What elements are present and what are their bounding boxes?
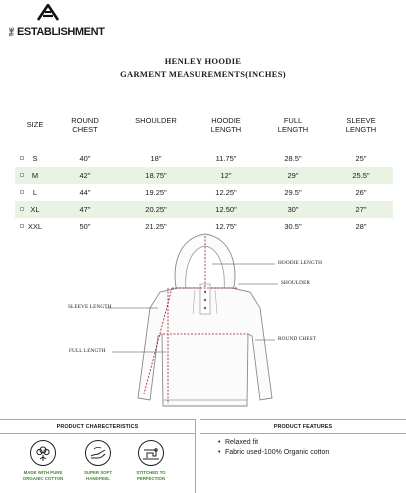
label-round-chest: ROUND CHEST bbox=[278, 336, 317, 342]
table-row bbox=[15, 184, 393, 201]
cell-sleeve: 28" bbox=[355, 222, 367, 231]
sewing-machine-icon bbox=[138, 440, 164, 466]
product-info bbox=[0, 419, 406, 493]
cell-full: 29.5" bbox=[284, 188, 302, 197]
cell-full: 29" bbox=[287, 171, 299, 180]
cell-shoulder: 18" bbox=[150, 154, 162, 163]
cell-shoulder: 21.25" bbox=[145, 222, 167, 231]
table-row bbox=[15, 201, 393, 218]
cell-sleeve: 26" bbox=[355, 188, 367, 197]
cell-full: 30.5" bbox=[284, 222, 302, 231]
cell-size: S bbox=[32, 154, 38, 163]
cell-length: 12.50" bbox=[215, 205, 237, 214]
product-title: HENLEY HOODIE bbox=[164, 56, 242, 66]
brand-wordmark bbox=[10, 26, 104, 38]
cell-size: M bbox=[31, 171, 39, 180]
label-hoodie-length: HOODIE LENGTH bbox=[278, 260, 323, 266]
hoodie-illustration bbox=[0, 228, 406, 418]
cell-chest: 42" bbox=[79, 171, 91, 180]
cell-shoulder: 20.25" bbox=[145, 205, 167, 214]
characteristics-panel bbox=[0, 419, 196, 493]
table-body bbox=[15, 150, 393, 235]
cell-chest: 44" bbox=[79, 188, 91, 197]
header-size: SIZE bbox=[26, 120, 44, 129]
header-shoulder: SHOULDER bbox=[135, 116, 177, 125]
cell-shoulder: 19.25" bbox=[145, 188, 167, 197]
table-row bbox=[15, 150, 393, 167]
header-hoodie-length: HOODIE LENGTH bbox=[210, 116, 242, 134]
label-sleeve-length: SLEEVE LENGTH bbox=[68, 304, 112, 310]
characteristic-label-stitched: STITCHED TO PERFECTION bbox=[136, 470, 166, 481]
size-table bbox=[15, 112, 393, 235]
features-title: PRODUCT FEATURES bbox=[273, 424, 333, 430]
feature-item: • Fabric used-100% Organic cotton bbox=[218, 448, 329, 458]
table-header bbox=[15, 112, 393, 150]
table-row bbox=[15, 167, 393, 184]
cell-size: XXL bbox=[27, 222, 43, 231]
features-panel bbox=[200, 419, 406, 493]
brand-name: ESTABLISHMENT bbox=[17, 26, 105, 38]
label-full-length: FULL LENGTH bbox=[69, 348, 106, 354]
cell-full: 30" bbox=[287, 205, 299, 214]
cell-shoulder: 18.75" bbox=[145, 171, 167, 180]
header-full-length: FULL LENGTH bbox=[277, 116, 309, 134]
header-round-chest: ROUND CHEST bbox=[71, 116, 99, 134]
cell-length: 11.75" bbox=[215, 154, 237, 163]
cell-size: XL bbox=[30, 205, 40, 214]
characteristic-label-organic: MADE WITH PURE ORGANIC COTTON bbox=[22, 470, 64, 481]
brand-mark-icon bbox=[37, 4, 59, 21]
cell-sleeve: 25.5" bbox=[352, 171, 370, 180]
cell-length: 12.75" bbox=[215, 222, 237, 231]
cell-chest: 40" bbox=[79, 154, 91, 163]
cell-size: L bbox=[32, 188, 38, 197]
features-list bbox=[218, 438, 329, 458]
cell-length: 12" bbox=[220, 171, 232, 180]
characteristic-label-soft: SUPER SOFT HANDFEEL bbox=[83, 470, 113, 481]
cell-chest: 50" bbox=[79, 222, 91, 231]
header-sleeve-length: SLEEVE LENGTH bbox=[345, 116, 377, 134]
hoodie-diagram bbox=[0, 228, 406, 418]
feature-item: • Relaxed fit bbox=[218, 438, 329, 448]
cell-sleeve: 25" bbox=[355, 154, 367, 163]
chart-subtitle: GARMENT MEASUREMENTS(INCHES) bbox=[120, 69, 286, 79]
hand-feel-icon bbox=[85, 440, 111, 466]
brand-logo bbox=[8, 4, 105, 40]
characteristics-title: PRODUCT CHARECTERISTICS bbox=[56, 424, 139, 430]
cell-chest: 47" bbox=[79, 205, 91, 214]
label-shoulder: SHOULDER bbox=[281, 280, 311, 286]
divider bbox=[0, 433, 195, 434]
cell-length: 12.25" bbox=[215, 188, 237, 197]
cotton-flower-icon bbox=[30, 440, 56, 466]
cell-full: 28.5" bbox=[284, 154, 302, 163]
brand-the: THE bbox=[9, 27, 16, 37]
cell-sleeve: 27" bbox=[355, 205, 367, 214]
divider bbox=[200, 433, 406, 434]
